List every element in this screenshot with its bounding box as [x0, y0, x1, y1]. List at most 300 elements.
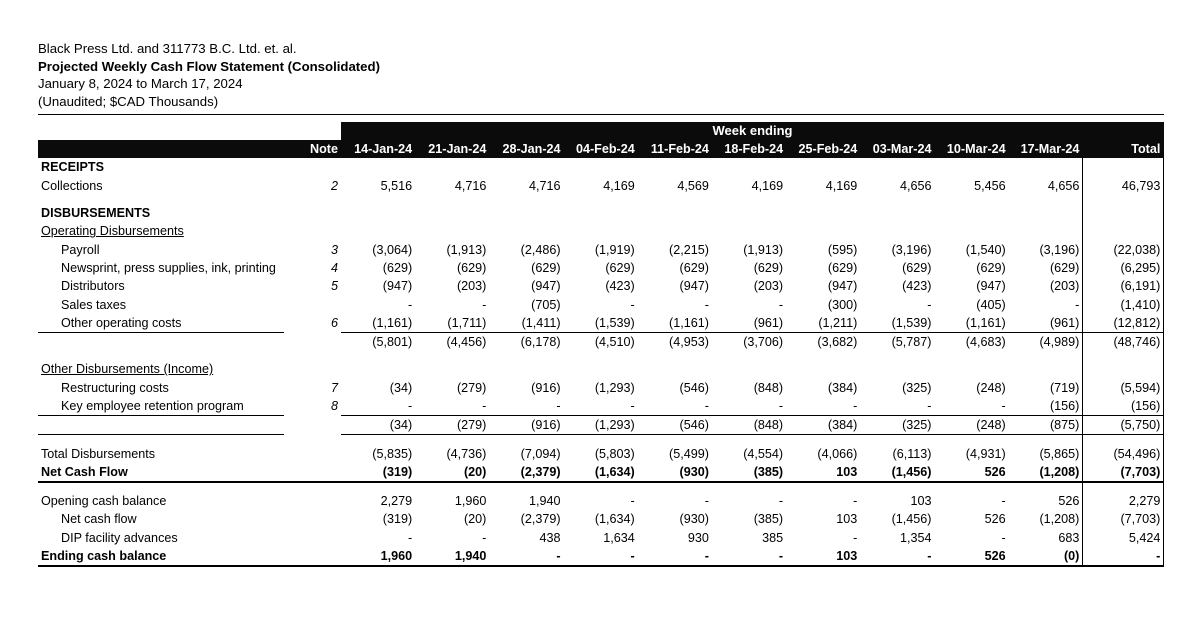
week-value-cell: (546)	[679, 380, 709, 395]
week-value-cell: -	[935, 397, 1009, 416]
week-value-cell: (3,064)	[372, 242, 413, 257]
week-value-cell: (4,736)	[446, 446, 487, 461]
row-note	[284, 295, 341, 313]
week-value-cell: -	[927, 297, 932, 312]
row-note	[284, 416, 341, 435]
week-value-cell	[712, 204, 786, 222]
total-value-cell	[1083, 222, 1164, 240]
total-value-cell: (5,750)	[1083, 416, 1164, 435]
row-note: 8	[330, 399, 338, 414]
week-value-cell: (629)	[902, 260, 932, 275]
week-value-cell: (4,510)	[594, 335, 635, 350]
week-value-cell	[341, 158, 415, 176]
week-value-cell: (203)	[753, 279, 784, 294]
week-value-cell: (6,178)	[520, 335, 561, 350]
week-value-cell: -	[778, 297, 784, 312]
total-value-cell: (22,038)	[1083, 240, 1164, 258]
cash-flow-table	[38, 140, 1164, 567]
week-value-cell: 4,656	[1047, 178, 1080, 193]
report-period: January 8, 2024 to March 17, 2024	[38, 76, 243, 91]
week-value-cell: (34)	[341, 416, 415, 435]
week-value-cell: (629)	[605, 260, 635, 275]
week-value-cell	[564, 204, 638, 222]
row-note	[284, 222, 341, 240]
week-value-cell	[341, 360, 415, 378]
week-value-cell	[489, 158, 563, 176]
row-label: Sales taxes	[61, 297, 127, 312]
row-label: Net cash flow	[61, 512, 137, 527]
week-value-cell: -	[712, 397, 786, 416]
week-value-cell: (629)	[531, 260, 561, 275]
week-value-cell	[638, 360, 712, 378]
week-value-cell: (1,711)	[415, 314, 489, 333]
week-value-cell: (961)	[712, 314, 786, 333]
week-value-cell: (20)	[463, 512, 487, 527]
week-value-cell: (629)	[1049, 260, 1080, 275]
week-value-cell: (6,113)	[892, 446, 932, 461]
total-disbursements-row	[38, 444, 1164, 462]
row-label: Total Disbursements	[41, 446, 156, 461]
week-value-cell: (4,554)	[743, 446, 784, 461]
week-value-cell: 103	[786, 547, 860, 566]
row-label: Distributors	[61, 279, 125, 294]
week-value-cell: -	[415, 397, 489, 416]
row-note: 6	[330, 316, 338, 331]
opening-cash-row	[38, 492, 1164, 510]
week-value-cell: (947)	[679, 279, 709, 294]
week-value-cell: -	[489, 397, 563, 416]
row-label: Net Cash Flow	[38, 463, 284, 482]
week-value-cell: (629)	[827, 260, 858, 275]
week-value-cell	[935, 222, 1009, 240]
total-value-cell: (5,594)	[1083, 379, 1164, 397]
week-value-cell: 1,940	[415, 547, 489, 566]
report-basis: (Unaudited; $CAD Thousands)	[38, 93, 219, 109]
total-value-cell: (7,703)	[1083, 510, 1164, 528]
week-value-cell: (203)	[456, 279, 487, 294]
week-value-cell: -	[853, 530, 858, 545]
week-value-cell	[712, 222, 786, 240]
week-value-cell	[415, 158, 489, 176]
week-header: 18-Feb-24	[712, 140, 786, 158]
week-value-cell: (2,486)	[520, 242, 561, 257]
week-value-cell: (1,211)	[786, 314, 860, 333]
week-value-cell	[786, 158, 860, 176]
operating-disbursements-heading	[38, 222, 1164, 240]
week-value-cell	[564, 360, 638, 378]
week-value-cell: -	[638, 397, 712, 416]
week-value-cell: (4,931)	[965, 446, 1006, 461]
week-value-cell: (916)	[489, 416, 563, 435]
week-value-cell: -	[489, 547, 563, 566]
total-value-cell: (48,746)	[1083, 332, 1164, 351]
week-value-cell	[1009, 360, 1083, 378]
other-subtotal-row	[38, 416, 1164, 435]
row-label: Other operating costs	[38, 314, 284, 333]
week-value-cell: (1,919)	[594, 242, 635, 257]
week-value-cell: (319)	[382, 512, 413, 527]
week-value-cell: 103	[836, 512, 858, 527]
total-value-cell: (156)	[1083, 397, 1164, 416]
week-value-cell	[341, 204, 415, 222]
receipts-heading	[38, 158, 1164, 176]
row-label	[38, 416, 284, 435]
week-value-cell: (325)	[860, 416, 934, 435]
collections-row	[38, 177, 1164, 195]
total-value-cell: (12,812)	[1083, 314, 1164, 333]
week-value-cell	[638, 158, 712, 176]
week-value-cell: (1,161)	[638, 314, 712, 333]
week-header: 17-Mar-24	[1009, 140, 1083, 158]
week-header: 28-Jan-24	[489, 140, 563, 158]
week-value-cell: (4,683)	[965, 335, 1006, 350]
week-value-cell: (947)	[827, 279, 858, 294]
row-note	[284, 510, 341, 528]
week-value-cell	[415, 222, 489, 240]
week-value-cell: (5,803)	[594, 446, 635, 461]
week-value-cell: (1,634)	[594, 512, 635, 527]
week-value-cell: -	[860, 547, 934, 566]
spacer-row	[38, 435, 1164, 445]
row-note	[284, 158, 341, 176]
week-value-cell	[860, 158, 934, 176]
week-value-cell: (629)	[456, 260, 487, 275]
row-label: Newsprint, press supplies, ink, printing	[61, 260, 276, 275]
total-value-cell	[1083, 204, 1164, 222]
week-value-cell: (719)	[1049, 380, 1080, 395]
week-value-cell: (7,094)	[520, 446, 561, 461]
week-value-cell: -	[407, 530, 413, 545]
row-label: Payroll	[61, 242, 100, 257]
week-value-cell: (384)	[827, 380, 858, 395]
week-value-cell: (930)	[679, 512, 709, 527]
spacer-row	[38, 482, 1164, 492]
total-value-cell	[1083, 158, 1164, 176]
week-value-cell: (848)	[753, 380, 784, 395]
week-value-cell: (5,801)	[372, 335, 413, 350]
week-value-cell: -	[630, 297, 635, 312]
week-value-cell: -	[853, 494, 858, 509]
other-disbursements-heading	[38, 360, 1164, 378]
week-value-cell: 5,516	[380, 178, 413, 193]
row-note	[284, 444, 341, 462]
row-note	[284, 332, 341, 351]
week-value-cell: -	[564, 547, 638, 566]
week-value-cell: (1,411)	[489, 314, 563, 333]
week-value-cell: 5,456	[974, 178, 1006, 193]
week-value-cell: (0)	[1009, 547, 1083, 566]
week-value-cell	[1009, 222, 1083, 240]
week-value-cell: (384)	[786, 416, 860, 435]
total-value-cell: (54,496)	[1083, 444, 1164, 462]
week-value-cell: 526	[1058, 494, 1080, 509]
week-value-cell: (279)	[415, 416, 489, 435]
week-value-cell: -	[1075, 297, 1080, 312]
week-value-cell: 1,634	[603, 530, 635, 545]
row-note	[284, 529, 341, 547]
label-header	[38, 140, 284, 158]
row-label: Collections	[41, 178, 103, 193]
week-value-cell: 1,960	[341, 547, 415, 566]
row-note	[284, 360, 341, 378]
row-label: Operating Disbursements	[41, 224, 184, 239]
operating-subtotal-row	[38, 332, 1164, 351]
week-value-cell: (961)	[1009, 314, 1083, 333]
week-ending-label: Week ending	[712, 123, 793, 138]
week-value-cell: (629)	[753, 260, 784, 275]
week-value-cell: 4,716	[529, 178, 561, 193]
week-value-cell: (5,865)	[1039, 446, 1080, 461]
week-value-cell: (595)	[827, 242, 858, 257]
spacer-row	[38, 351, 1164, 360]
week-value-cell: (5,499)	[669, 446, 709, 461]
week-value-cell	[341, 222, 415, 240]
week-value-cell: (279)	[456, 380, 487, 395]
week-value-cell: -	[712, 547, 786, 566]
report-header	[38, 40, 1168, 110]
disbursements-heading	[38, 204, 1164, 222]
week-value-cell: -	[704, 494, 709, 509]
kerp-row	[38, 397, 1164, 416]
net-cash-flow-detail-row	[38, 510, 1164, 528]
spacer-row	[38, 195, 1164, 204]
week-header: 10-Mar-24	[935, 140, 1009, 158]
week-value-cell: (947)	[976, 279, 1006, 294]
total-value-cell: (6,295)	[1083, 259, 1164, 277]
row-label	[38, 332, 284, 351]
week-value-cell: -	[1001, 494, 1006, 509]
week-value-cell: 4,169	[825, 178, 858, 193]
week-header: 14-Jan-24	[341, 140, 415, 158]
week-value-cell: (1,456)	[860, 463, 934, 482]
week-value-cell: (300)	[827, 297, 858, 312]
week-value-cell: (5,835)	[372, 446, 413, 461]
dip-advances-row	[38, 529, 1164, 547]
week-value-cell: -	[1001, 530, 1006, 545]
week-value-cell: -	[630, 494, 635, 509]
week-value-cell: (1,161)	[935, 314, 1009, 333]
week-value-cell	[786, 204, 860, 222]
week-value-cell: (1,540)	[965, 242, 1006, 257]
week-value-cell: (1,913)	[743, 242, 784, 257]
total-value-cell: 46,793	[1083, 177, 1164, 195]
week-value-cell: (629)	[382, 260, 413, 275]
week-header: 11-Feb-24	[638, 140, 712, 158]
week-value-cell: 4,169	[603, 178, 635, 193]
total-value-cell: 2,279	[1083, 492, 1164, 510]
note-header: Note	[284, 140, 341, 158]
row-label: Other Disbursements (Income)	[41, 362, 214, 377]
week-value-cell: (1,293)	[594, 380, 635, 395]
week-value-cell	[638, 222, 712, 240]
row-note	[284, 463, 341, 482]
week-value-cell: (3,196)	[891, 242, 932, 257]
row-note: 3	[330, 242, 338, 257]
week-header: 21-Jan-24	[415, 140, 489, 158]
row-label: DISBURSEMENTS	[41, 206, 151, 221]
total-value-cell: (1,410)	[1083, 295, 1164, 313]
row-note	[284, 492, 341, 510]
week-value-cell: (319)	[341, 463, 415, 482]
week-value-cell: 2,279	[380, 494, 413, 509]
week-value-cell: (1,634)	[564, 463, 638, 482]
week-value-cell: -	[482, 530, 487, 545]
week-value-cell: (3,196)	[1039, 242, 1080, 257]
week-value-cell: -	[482, 297, 487, 312]
week-value-cell: (385)	[712, 463, 786, 482]
week-value-cell: (2,379)	[489, 463, 563, 482]
week-value-cell: 103	[910, 494, 932, 509]
week-value-cell: (20)	[415, 463, 489, 482]
week-value-cell: -	[341, 397, 415, 416]
week-value-cell: (423)	[605, 279, 635, 294]
row-label: Opening cash balance	[41, 494, 167, 509]
week-value-cell: 4,169	[751, 178, 784, 193]
row-label: DIP facility advances	[61, 530, 178, 545]
week-value-cell: -	[860, 397, 934, 416]
week-value-cell: 103	[786, 463, 860, 482]
column-header-row	[38, 140, 1164, 158]
week-value-cell: (1,293)	[564, 416, 638, 435]
week-value-cell	[1009, 204, 1083, 222]
total-value-cell: 5,424	[1083, 529, 1164, 547]
week-value-cell	[415, 360, 489, 378]
week-value-cell: (546)	[638, 416, 712, 435]
week-value-cell: 4,716	[454, 178, 487, 193]
total-value-cell: -	[1083, 547, 1164, 566]
total-value-cell: (7,703)	[1083, 463, 1164, 482]
header-rule	[38, 114, 1164, 115]
week-value-cell: 4,656	[899, 178, 932, 193]
week-value-cell	[860, 204, 934, 222]
row-label: Restructuring costs	[61, 380, 169, 395]
week-value-cell: (423)	[902, 279, 932, 294]
week-value-cell	[786, 222, 860, 240]
ending-cash-row	[38, 547, 1164, 566]
row-label: RECEIPTS	[41, 160, 104, 175]
week-value-cell	[415, 204, 489, 222]
total-value-cell	[1083, 360, 1164, 378]
week-value-cell: 4,569	[677, 178, 709, 193]
week-value-cell: (875)	[1009, 416, 1083, 435]
week-value-cell	[564, 158, 638, 176]
week-value-cell: (1,161)	[341, 314, 415, 333]
week-value-cell: (4,953)	[669, 335, 709, 350]
week-value-cell: (930)	[638, 463, 712, 482]
row-label: Key employee retention program	[38, 397, 284, 416]
week-value-cell: (34)	[389, 380, 413, 395]
week-value-cell: (405)	[976, 297, 1006, 312]
week-value-cell: (5,787)	[891, 335, 932, 350]
week-value-cell: (3,682)	[817, 335, 858, 350]
week-value-cell: (1,539)	[564, 314, 638, 333]
week-value-cell: 526	[935, 547, 1009, 566]
week-value-cell	[1009, 158, 1083, 176]
week-value-cell	[489, 360, 563, 378]
newsprint-row	[38, 259, 1164, 277]
week-value-cell	[712, 360, 786, 378]
week-value-cell	[712, 158, 786, 176]
week-value-cell: (325)	[902, 380, 932, 395]
week-value-cell: (1,456)	[891, 512, 932, 527]
payroll-row	[38, 240, 1164, 258]
other-operating-costs-row	[38, 314, 1164, 333]
week-value-cell: (947)	[382, 279, 413, 294]
week-value-cell: (1,208)	[1009, 463, 1083, 482]
week-value-cell: 526	[984, 512, 1006, 527]
week-value-cell: -	[778, 494, 784, 509]
row-note	[284, 547, 341, 566]
week-value-cell	[935, 158, 1009, 176]
week-value-cell: (916)	[531, 380, 561, 395]
week-value-cell: (947)	[531, 279, 561, 294]
row-note	[284, 204, 341, 222]
week-value-cell: (2,379)	[520, 512, 561, 527]
week-value-cell: 930	[687, 530, 709, 545]
week-value-cell	[638, 204, 712, 222]
week-value-cell: -	[564, 397, 638, 416]
week-value-cell	[786, 360, 860, 378]
week-value-cell: (203)	[1049, 279, 1080, 294]
week-value-cell	[860, 360, 934, 378]
total-value-cell: (6,191)	[1083, 277, 1164, 295]
row-note: 4	[330, 260, 338, 275]
week-value-cell: -	[407, 297, 413, 312]
total-header: Total	[1083, 140, 1164, 158]
week-value-cell: (1,539)	[860, 314, 934, 333]
week-value-cell	[489, 204, 563, 222]
report-title: Projected Weekly Cash Flow Statement (Consolidated)	[38, 58, 380, 74]
week-value-cell: (2,215)	[669, 242, 709, 257]
net-cash-flow-row	[38, 463, 1164, 482]
week-value-cell: (629)	[976, 260, 1006, 275]
week-header: 03-Mar-24	[860, 140, 934, 158]
week-value-cell: (1,913)	[446, 242, 487, 257]
week-value-cell: 1,940	[529, 494, 561, 509]
restructuring-costs-row	[38, 379, 1164, 397]
week-value-cell: -	[786, 397, 860, 416]
week-value-cell	[935, 204, 1009, 222]
week-value-cell: (248)	[935, 416, 1009, 435]
distributors-row	[38, 277, 1164, 295]
week-value-cell	[489, 222, 563, 240]
row-note: 2	[330, 178, 338, 193]
row-note: 5	[330, 279, 338, 294]
row-label: Ending cash balance	[38, 547, 284, 566]
week-value-cell: (3,706)	[743, 335, 784, 350]
week-value-cell: (4,989)	[1039, 335, 1080, 350]
week-value-cell: 1,960	[454, 494, 487, 509]
sales-taxes-row	[38, 295, 1164, 313]
week-value-cell: -	[704, 297, 709, 312]
week-value-cell: -	[638, 547, 712, 566]
week-value-cell: 438	[539, 530, 561, 545]
week-value-cell: 683	[1058, 530, 1080, 545]
week-value-cell: 1,354	[899, 530, 932, 545]
week-value-cell	[935, 360, 1009, 378]
company-name: Black Press Ltd. and 311773 B.C. Ltd. et. al.	[38, 41, 297, 56]
week-value-cell	[860, 222, 934, 240]
week-value-cell: (1,208)	[1039, 512, 1080, 527]
week-value-cell: 385	[762, 530, 784, 545]
week-value-cell: (156)	[1009, 397, 1083, 416]
week-value-cell: (248)	[976, 380, 1006, 395]
week-header: 04-Feb-24	[564, 140, 638, 158]
week-value-cell: (705)	[531, 297, 561, 312]
row-note: 7	[330, 380, 338, 395]
week-value-cell: (4,066)	[817, 446, 858, 461]
week-header: 25-Feb-24	[786, 140, 860, 158]
